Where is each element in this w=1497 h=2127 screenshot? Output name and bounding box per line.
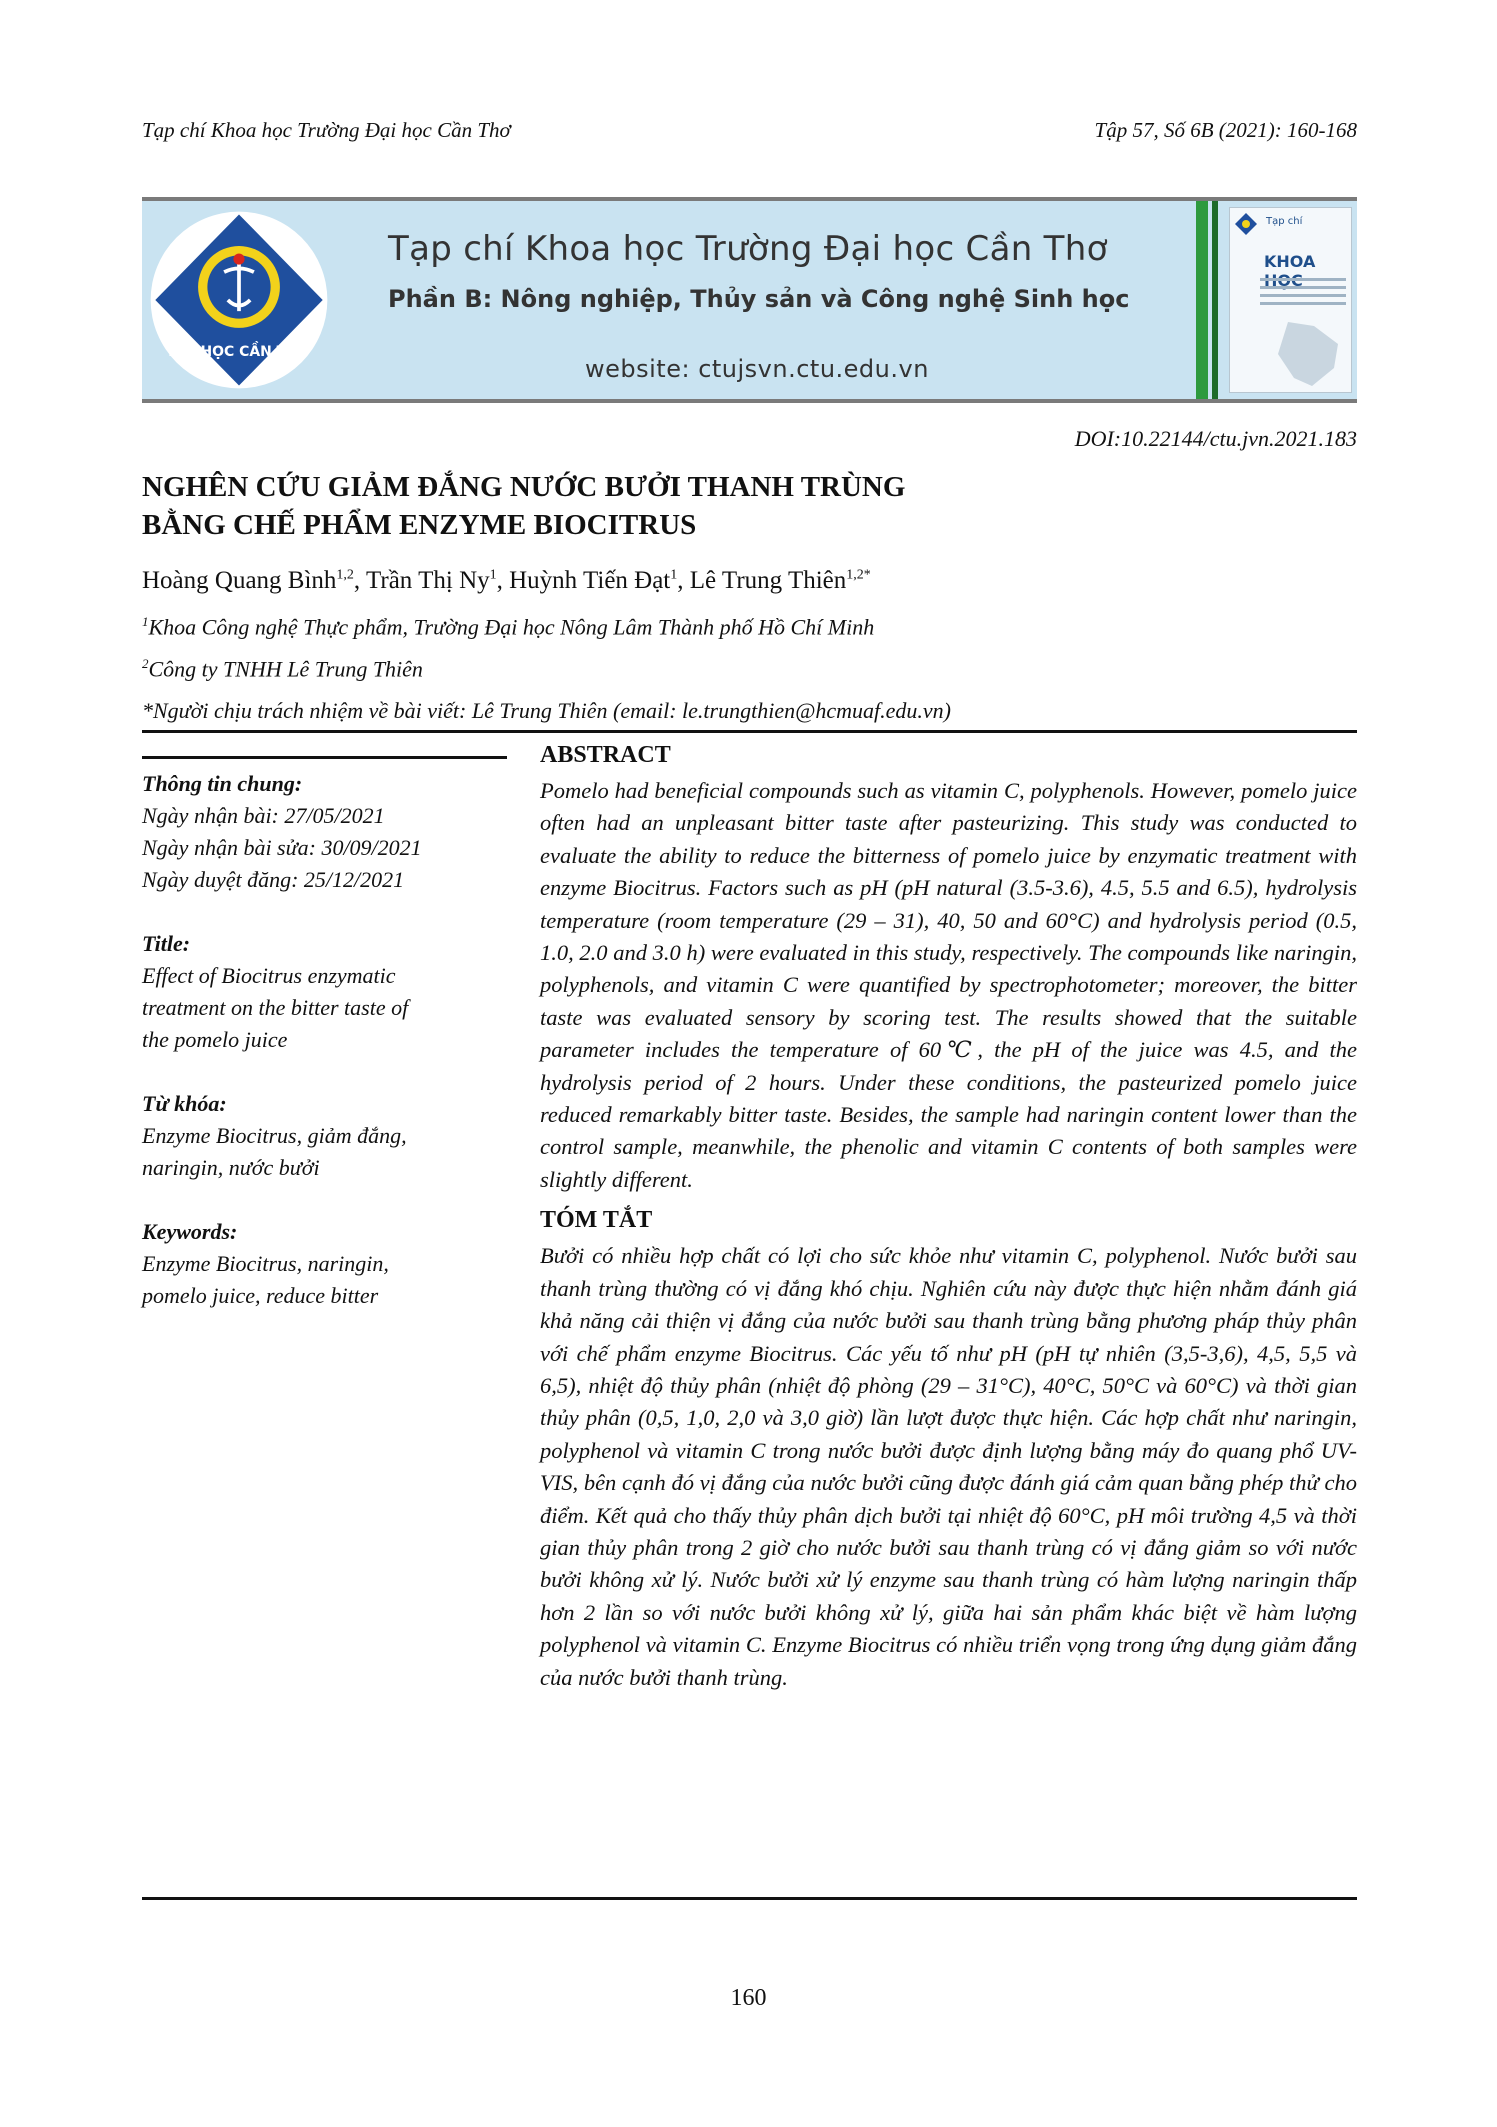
author-affiliation-mark: 1,2: [336, 567, 354, 583]
banner-website: website: ctujsvn.ctu.edu.vn: [585, 355, 929, 383]
banner-subtitle: Phần B: Nông nghiệp, Thủy sản và Công nghệ Sinh học: [388, 285, 1130, 313]
section-divider-bottom: [142, 1897, 1357, 1900]
tukhoa-line: Enzyme Biocitrus, giảm đắng,: [142, 1123, 407, 1148]
abstract-text: Pomelo had beneficial compounds such as vitamin C, polyphenols. However, pomelo juice often had an unpleasant bitter taste after pasteurizing. This study was conducted to evaluate the ability to reduce the bitterness of pomelo juice by enzymatic treatment with enzyme Biocitrus. Factors such as pH (pH natural (3.5-3.6), 4.5, 5.5 and 6.5), hydrolysis temperature (room temperature (29 – 31), 40, 50 and 60°C) and hydrolysis period (0.5, 1.0, 2.0 and 3.0 h) were evaluated in this study, respectively. The compounds like naringin, polyphenols, and vitamin C were quantified by spectrophotometer; moreover, the bitter taste was evaluated sensory by scoring test. The results showed that the suitable parameter includes the temperature of 60℃, the pH of the juice was 4.5, and the hydrolysis period of 2 hours. Under these conditions, the pasteurized pomelo juice reduced remarkably bitter taste. Besides, the sample had naringin content lower than the control sample, meanwhile, the phenolic and vitamin C contents of both samples were slightly different.: [540, 778, 1357, 1192]
sidebar-divider: [142, 756, 507, 759]
keywords-line: Enzyme Biocitrus, naringin,: [142, 1251, 389, 1276]
running-header-volume: Tập 57, Số 6B (2021): 160-168: [1094, 118, 1357, 142]
abstract-column: [540, 737, 1357, 1694]
tomtat-text: Bưởi có nhiều hợp chất có lợi cho sức khỏe như vitamin C, polyphenol. Nước bưởi sau thanh trùng thường có vị đắng khó chịu. Nghiên cứu này được thực hiện nhằm đánh giá khả năng cải thiện vị đắng của nước bưởi sau thanh trùng bằng phương pháp thủy phân với chế phẩm enzyme Biocitrus. Các yếu tố như pH (pH tự nhiên (3,5-3,6), 4,5, 5,5 và 6,5), nhiệt độ thủy phân (nhiệt độ phòng (29 – 31°C), 40°C, 50°C và 60°C) và thời gian thủy phân (0,5, 1,0, 2,0 và 3,0 giờ) lần lượt được thực hiện. Các hợp chất như naringin, polyphenol và vitamin C trong nước bưởi được định lượng bằng máy đo quang phổ UV-VIS, bên cạnh đó vị đắng của nước bưởi cũng được đánh giá cảm quan bằng phép thử cho điểm. Kết quả cho thấy thủy phân dịch bưởi tại nhiệt độ 60°C, pH môi trường 4,5 và thời gian thủy phân trong 2 giờ cho nước bưởi sau thanh trùng có vị đắng giảm so với nước bưởi không xử lý. Nước bưởi xử lý enzyme sau thanh trùng có hàm lượng naringin thấp hơn 2 lần so với nước bưởi không xử lý, giữa hai sản phẩm khác biệt về hàm lượng polyphenol và vitamin C. Enzyme Biocitrus có nhiều triển vọng trong ứng dụng giảm đắng của nước bưởi thanh trùng.: [540, 1243, 1357, 1690]
tomtat-heading: TÓM TẮT: [540, 1207, 653, 1234]
keywords-line: pomelo juice, reduce bitter: [142, 1283, 379, 1308]
article-info-sidebar: [142, 768, 512, 1312]
author-separator: ,: [353, 567, 366, 594]
keywords-heading: Keywords:: [142, 1219, 238, 1244]
section-divider-top: [142, 730, 1357, 733]
tukhoa-line: naringin, nước bưởi: [142, 1155, 320, 1180]
doi: DOI:10.22144/ctu.jvn.2021.183: [1074, 426, 1357, 451]
university-logo: [146, 207, 332, 393]
tukhoa-heading: Từ khóa:: [142, 1091, 227, 1116]
english-title-line: the pomelo juice: [142, 1027, 288, 1052]
affiliation-2: $^2$Công ty TNHH Lê Trung Thiên: [142, 656, 423, 682]
page-number: 160: [730, 1985, 767, 2011]
revised-date: Ngày nhận bài sửa: 30/09/2021: [142, 835, 422, 860]
author-name: Trần Thị Ny: [365, 567, 490, 594]
journal-banner: [142, 197, 1357, 403]
english-title-line: Effect of Biocitrus enzymatic: [142, 963, 396, 988]
english-title-heading: Title:: [142, 931, 191, 956]
author-affiliation-mark: 1: [670, 567, 678, 583]
author-list: [142, 567, 871, 595]
cover-map-icon: [1268, 318, 1348, 390]
author-name: Hoàng Quang Bình: [142, 567, 337, 594]
author-separator: ,: [496, 567, 510, 594]
cover-label-big: KHOA: [1264, 252, 1316, 271]
author-affiliation-mark: 1,2*: [846, 567, 871, 583]
author-name: Huỳnh Tiến Đạt: [509, 567, 671, 594]
journal-cover-thumbnail: [1229, 207, 1352, 393]
author-separator: ,: [677, 567, 690, 594]
article-title-line-2: BẰNG CHẾ PHẨM ENZYME BIOCITRUS: [142, 509, 697, 541]
article-title: [142, 468, 905, 544]
author-name: Lê Trung Thiên: [689, 567, 847, 594]
logo-text: ĐẠI HỌC CẦN THƠ: [168, 343, 310, 360]
article-title-line-1: NGHÊN CỨU GIẢM ĐẮNG NƯỚC BƯỞI THANH TRÙNG: [142, 471, 906, 503]
affiliation-1: $^1$Khoa Công nghệ Thực phẩm, Trường Đại học Nông Lâm Thành phố Hồ Chí Minh: [142, 614, 875, 640]
cover-emblem-icon: [1234, 212, 1258, 236]
received-date: Ngày nhận bài: 27/05/2021: [142, 803, 385, 828]
abstract-heading: ABSTRACT: [540, 742, 671, 768]
banner-stripe: [1196, 201, 1208, 399]
banner-title: Tạp chí Khoa học Trường Đại học Cần Thơ: [388, 229, 1108, 269]
author-affiliation-mark: 1: [489, 567, 497, 583]
english-title-line: treatment on the bitter taste of: [142, 995, 409, 1020]
cover-text-lines: [1260, 278, 1346, 310]
accepted-date: Ngày duyệt đăng: 25/12/2021: [142, 867, 405, 892]
running-header-journal: Tạp chí Khoa học Trường Đại học Cần Thơ: [142, 118, 511, 142]
info-heading: Thông tin chung:: [142, 771, 303, 796]
banner-stripe-dark: [1212, 201, 1218, 399]
corresponding-author: *Người chịu trách nhiệm về bài viết: Lê Trung Thiên (email: le.trungthien@hcmuaf.edu.vn): [142, 698, 951, 723]
cover-label-small: Tạp chí: [1266, 216, 1303, 227]
